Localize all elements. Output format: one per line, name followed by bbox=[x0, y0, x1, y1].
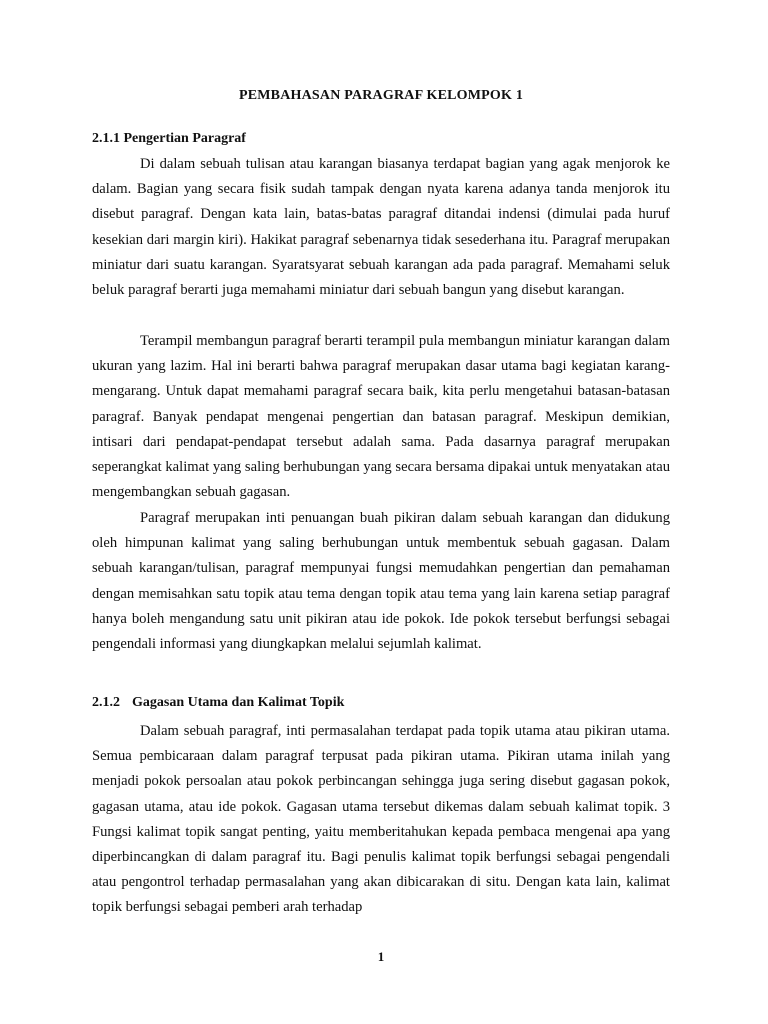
section-heading-pengertian: 2.1.1 Pengertian Paragraf bbox=[92, 131, 246, 146]
paragraph-4: Dalam sebuah paragraf, inti permasalahan terdapat pada topik utama atau pikiran utama. Semua pembicaraan dalam paragraf terpusat pada pikiran utama. Pikiran utama inilah yang menjadi pokok persoalan atau pokok perbincangan sehingga juga sering disebut gagasan pokok, gagasan utama, atau ide pokok. Gagasan utama tersebut dikemas dalam sebuah kalimat topik. 3 Fungsi kalimat topik sangat penting, yaitu memberitahukan kepada pembaca mengenai apa yang diperbincangkan di dalam paragraf itu. Bagi penulis kalimat topik berfungsi sebagai pengendali atau pengontrol terhadap permasalahan yang akan dibicarakan di situ. Dengan kata lain, kalimat topik berfungsi sebagai pemberi arah terhadap bbox=[92, 723, 670, 916]
section-title: Gagasan Utama dan Kalimat Topik bbox=[132, 695, 345, 710]
paragraph-3: Paragraf merupakan inti penuangan buah pikiran dalam sebuah karangan dan didukung oleh himpunan kalimat yang saling berhubungan untuk membentuk sebuah gagasan. Dalam sebuah karangan/tulisan, paragraf mempunyai fungsi memudahkan pengertian dan pemahaman dengan memisahkan satu topik atau tema dengan topik atau tema yang lain karena setiap paragraf hanya boleh mengandung satu unit pikiran atau ide pokok. Ide pokok tersebut berfungsi sebagai pengendali informasi yang diungkapkan melalui sejumlah kalimat. bbox=[92, 510, 670, 653]
page-number: 1 bbox=[377, 949, 385, 964]
section-heading-gagasan bbox=[92, 695, 344, 711]
paragraph-2: Terampil membangun paragraf berarti terampil pula membangun miniatur karangan dalam ukuran yang lazim. Hal ini berarti bahwa paragraf merupakan dasar utama bagi kegiatan karang-mengarang. Untuk dapat memahami paragraf secara baik, kita perlu mengetahui batasan-batasan paragraf. Banyak pendapat mengenai pengertian dan batasan paragraf. Meskipun demikian, intisari dari pendapat-pendapat tersebut adalah sama. Pada dasarnya paragraf merupakan seperangkat kalimat yang saling berhubungan yang secara bersama dipakai untuk menyatakan atau mengembangkan sebuah gagasan. bbox=[92, 333, 670, 501]
paragraph-1: Di dalam sebuah tulisan atau karangan biasanya terdapat bagian yang agak menjorok ke dalam. Bagian yang secara fisik sudah tampak dengan nyata karena adanya tanda menjorok itu disebut paragraf. Dengan kata lain, batas-batas paragraf ditandai indensi (dimulai pada huruf kesekian dari margin kiri). Hakikat paragraf sebenarnya tidak sesederhana itu. Paragraf merupakan miniatur dari suatu karangan. Syaratsyarat sebuah karangan ada pada paragraf. Memahami seluk beluk paragraf berarti juga memahami miniatur dari sebuah bangun yang disebut karangan. bbox=[92, 156, 670, 299]
section-number: 2.1.2 bbox=[92, 695, 120, 710]
document-title: PEMBAHASAN PARAGRAF KELOMPOK 1 bbox=[238, 88, 524, 103]
